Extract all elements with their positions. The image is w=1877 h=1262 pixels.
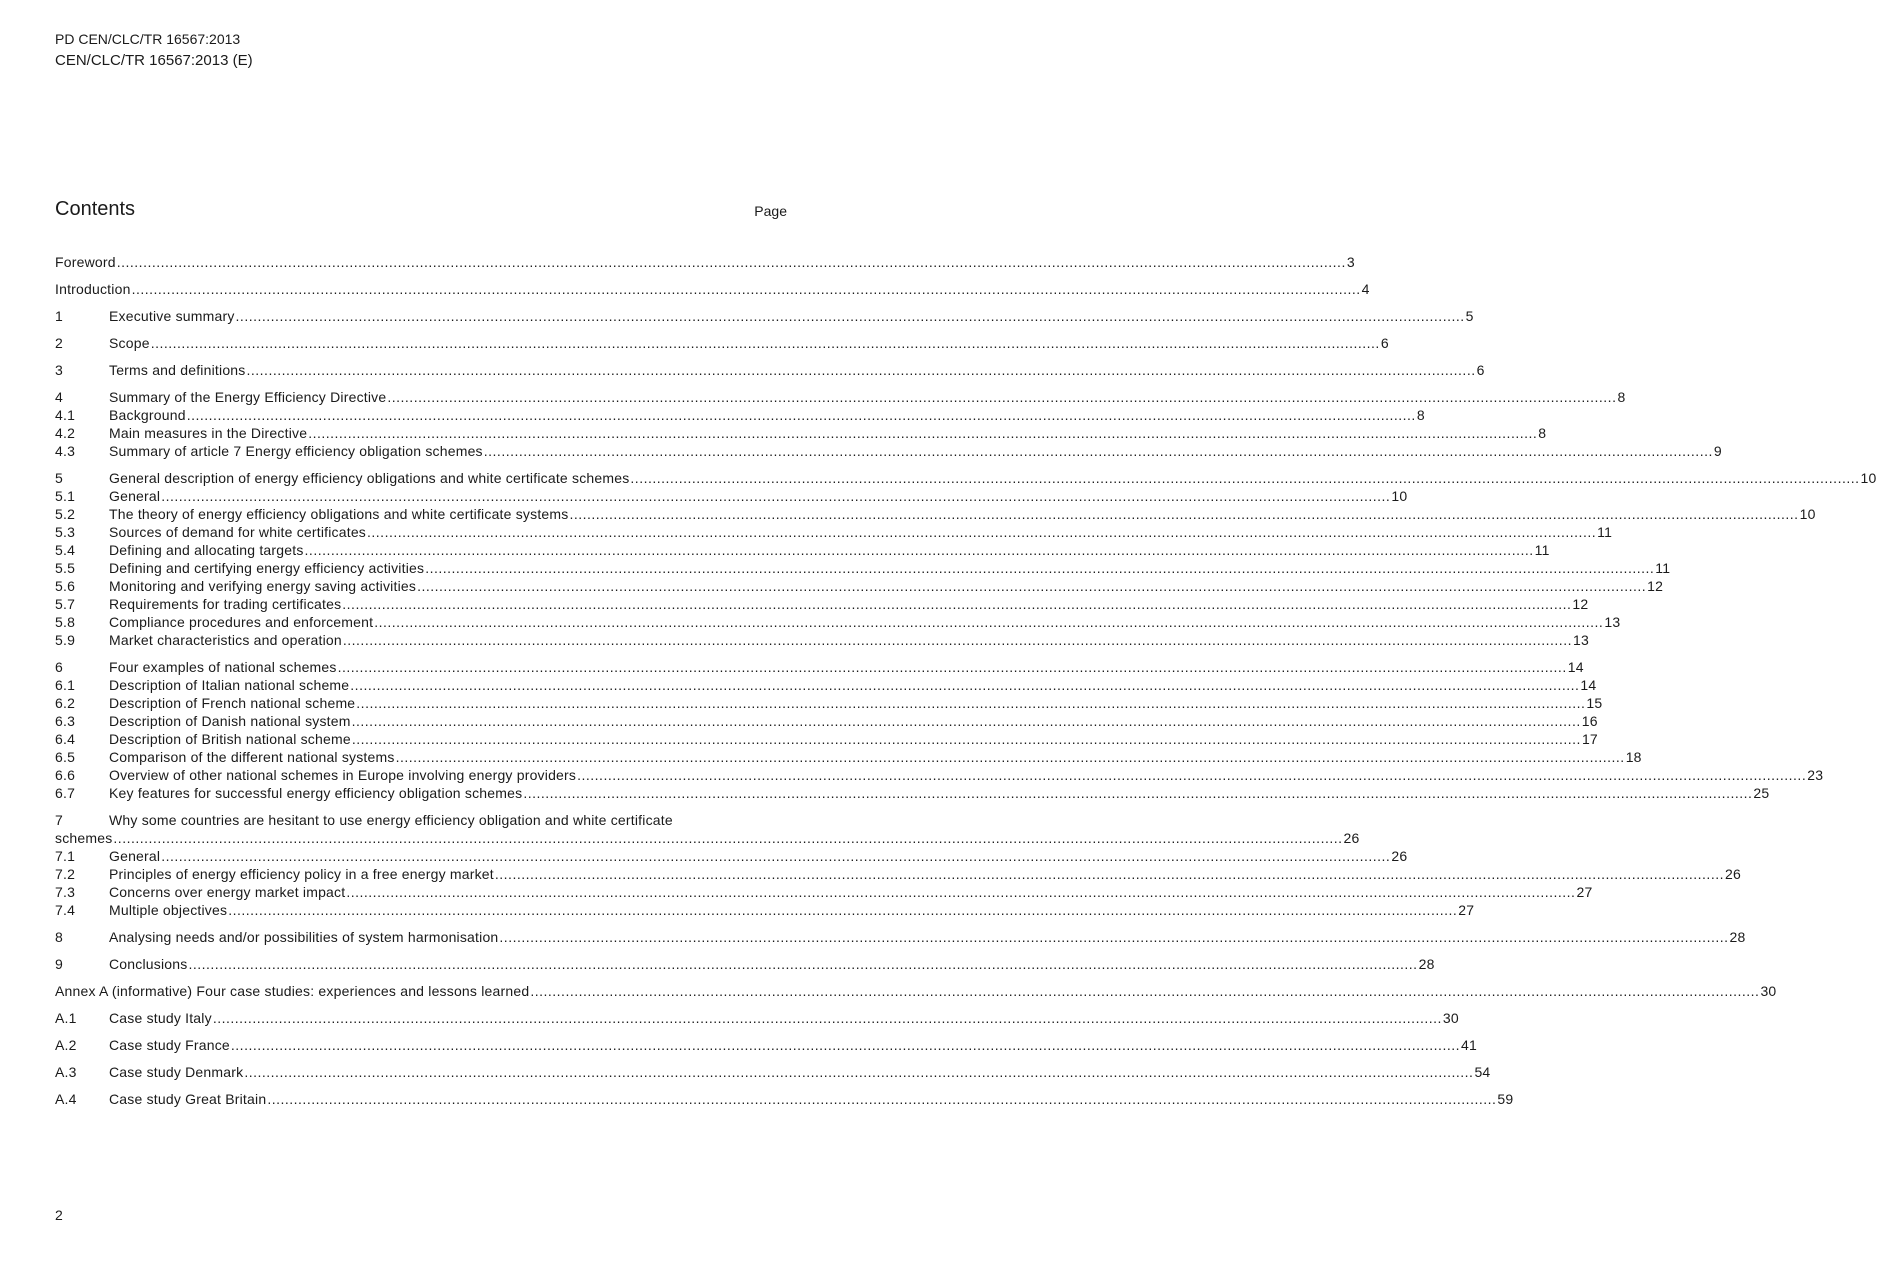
toc-leader-dots [417,578,1646,594]
toc-entry-page: 15 [1586,695,1603,711]
toc-entry-number: 5.5 [55,560,76,576]
toc-entry-title: Summary of the Energy Efficiency Directive [109,389,387,405]
toc-leader-dots [308,425,1537,441]
toc-entry-page: 13 [1572,632,1589,648]
toc-entry-title: Executive summary [109,308,235,324]
toc-entry-title: Why some countries are hesitant to use energy efficiency obligation and white certificate [109,812,673,828]
toc-entry[interactable] [55,695,1603,713]
toc-entry-title: The theory of energy efficiency obligations and white certificate systems [109,506,569,522]
toc-entry-page: 12 [1647,578,1664,594]
toc-entry-title: Defining and certifying energy efficiency activities [109,560,425,576]
toc-entry[interactable] [55,1037,1477,1055]
toc-entry-page: 16 [1581,713,1598,729]
toc-entry[interactable] [55,713,1598,731]
toc-entry[interactable] [55,983,1777,1001]
toc-entry[interactable] [55,1091,1514,1109]
toc-entry-title: Main measures in the Directive [109,425,308,441]
toc-entry-page: 13 [1604,614,1621,630]
toc-leader-dots [374,614,1603,630]
toc-entry-number: 6.3 [55,713,76,729]
toc-entry-number: 6.1 [55,677,76,693]
toc-entry-title: Introduction [55,281,131,297]
toc-entry-number: 4.3 [55,443,76,459]
toc-entry-page: 27 [1458,902,1475,918]
toc-entry-page: 11 [1597,524,1613,540]
toc-leader-dots [484,443,1713,459]
toc-leader-dots [350,677,1579,693]
toc-entry[interactable] [55,632,1589,650]
toc-entry-page: 9 [1713,443,1722,459]
toc-leader-dots [367,524,1596,540]
toc-entry-number: 7.1 [55,848,76,864]
toc-entry-page: 54 [1474,1064,1491,1080]
toc-entry-page: 11 [1534,542,1550,558]
toc-entry-title: Scope [109,335,150,351]
toc-entry[interactable] [55,731,1598,749]
toc-entry-page: 12 [1572,596,1589,612]
toc-entry-title: Terms and definitions [109,362,246,378]
toc-entry-title: Description of French national scheme [109,695,356,711]
toc-leader-dots [161,488,1390,504]
toc-entry-number: A.3 [55,1064,77,1080]
toc-entry-title: Summary of article 7 Energy efficiency obligation schemes [109,443,483,459]
toc-entry-page: 28 [1418,956,1435,972]
toc-entry-page: 30 [1442,1010,1459,1026]
toc-entry-number: 6.5 [55,749,76,765]
toc-entry-number: 5.9 [55,632,76,648]
toc-leader-dots [338,659,1567,675]
document-id-header: PD CEN/CLC/TR 16567:2013 [55,31,241,47]
toc-leader-dots [343,632,1572,648]
toc-entry-number: 7 [55,812,63,828]
toc-leader-dots [342,596,1571,612]
toc-entry-number: 5.1 [55,488,76,504]
toc-entry-title: Sources of demand for white certificates [109,524,367,540]
toc-leader-dots [247,362,1476,378]
toc-leader-dots [523,785,1752,801]
toc-entry[interactable] [55,470,1877,488]
toc-leader-dots [244,1064,1473,1080]
toc-entry-title: Case study Italy [109,1010,212,1026]
toc-entry-number: 4.1 [55,407,76,423]
toc-entry-title: Principles of energy efficiency policy in a free energy market [109,866,494,882]
toc-leader-dots [356,695,1585,711]
toc-entry-title: Requirements for trading certificates [109,596,342,612]
contents-heading: Contents [55,198,136,220]
toc-section-2 [55,848,1777,1109]
toc-entry[interactable] [55,1010,1459,1028]
toc-leader-dots [630,470,1859,486]
toc-entry[interactable] [55,884,1593,902]
toc-entry-number: 6 [55,659,63,675]
toc-entry-number: 9 [55,956,63,972]
toc-entry[interactable] [55,749,1642,767]
toc-entry-number: 6.4 [55,731,76,747]
toc-entry-page: 4 [1361,281,1370,297]
toc-leader-dots [530,983,1759,999]
toc-entry-title: Compliance procedures and enforcement [109,614,374,630]
toc-entry[interactable] [55,659,1584,677]
toc-entry-title: Concerns over energy market impact [109,884,346,900]
toc-entry-title: Analysing needs and/or possibilities of system harmonisation [109,929,499,945]
toc-entry-page: 14 [1580,677,1597,693]
toc-leader-dots [187,407,1416,423]
toc-entry-page: 27 [1576,884,1593,900]
table-of-contents [55,254,1877,1109]
toc-entry-page: 30 [1760,983,1777,999]
toc-entry-number: A.4 [55,1091,77,1107]
toc-entry-number: 6.6 [55,767,76,783]
page-number: 2 [55,1207,63,1223]
toc-entry-number: 3 [55,362,63,378]
toc-leader-dots [495,866,1724,882]
toc-entry-page: 59 [1497,1091,1514,1107]
toc-entry[interactable] [55,254,1355,272]
toc-entry[interactable] [55,767,1824,785]
toc-entry-title: Comparison of the different national systems [109,749,395,765]
toc-entry[interactable] [55,542,1550,560]
toc-leader-dots [213,1010,1442,1026]
toc-leader-dots [236,308,1465,324]
toc-entry-title: General description of energy efficiency obligations and white certificate schemes [109,470,630,486]
toc-entry-title: General [109,488,161,504]
toc-entry-page: 10 [1391,488,1408,504]
toc-entry-title: Case study Great Britain [109,1091,267,1107]
toc-entry-title: Case study Denmark [109,1064,244,1080]
toc-entry[interactable] [55,578,1664,596]
toc-entry-title: Background [109,407,186,423]
toc-entry-number: 2 [55,335,63,351]
toc-entry-title-continuation: schemes [55,830,113,846]
toc-entry-page: 10 [1799,506,1816,522]
toc-entry-number: 4.2 [55,425,76,441]
toc-entry-page: 8 [1416,407,1425,423]
toc-entry-page: 26 [1391,848,1408,864]
toc-entry-title: Defining and allocating targets [109,542,304,558]
toc-leader-dots [577,767,1806,783]
toc-entry-number: A.2 [55,1037,77,1053]
toc-entry-title: Foreword [55,254,116,270]
toc-entry-number: 6.7 [55,785,76,801]
toc-entry[interactable] [55,362,1485,380]
toc-entry-number: 7.3 [55,884,76,900]
toc-entry-title: Description of British national scheme [109,731,351,747]
toc-entry-title: Conclusions [109,956,188,972]
toc-entry-page: 26 [1725,866,1741,882]
toc-leader-dots [161,848,1390,864]
toc-entry-page: 5 [1465,308,1474,324]
toc-entry[interactable] [55,407,1425,425]
toc-entry-page: 10 [1860,470,1877,486]
toc-entry[interactable] [55,902,1475,920]
toc-entry-page: 14 [1567,659,1584,675]
toc-leader-dots [113,830,1342,846]
toc-leader-dots [352,713,1581,729]
toc-entry-page: 41 [1461,1037,1477,1053]
toc-entry-page: 8 [1538,425,1547,441]
toc-entry[interactable] [55,488,1408,506]
toc-entry-number: 5.6 [55,578,76,594]
toc-entry-page: 18 [1625,749,1642,765]
toc-entry-title: Multiple objectives [109,902,228,918]
toc-entry[interactable] [55,956,1435,974]
toc-entry-page: 3 [1346,254,1355,270]
toc-entry-number: 7.4 [55,902,76,918]
document-id-subheader: CEN/CLC/TR 16567:2013 (E) [55,52,253,69]
toc-entry[interactable] [55,308,1474,326]
toc-entry-wrapped-continuation[interactable] [55,830,1360,848]
toc-leader-dots [267,1091,1496,1107]
toc-leader-dots [228,902,1457,918]
toc-leader-dots [151,335,1380,351]
toc-entry-number: 5 [55,470,63,486]
toc-entry-title: Case study France [109,1037,230,1053]
toc-entry-page: 11 [1655,560,1671,576]
toc-entry[interactable] [55,524,1613,542]
toc-leader-dots [132,281,1361,297]
toc-entry-number: 8 [55,929,63,945]
toc-entry-number: 1 [55,308,63,324]
toc-entry-page: 26 [1343,830,1360,846]
toc-entry-number: 5.2 [55,506,76,522]
toc-entry-wrapped[interactable] [55,812,787,830]
toc-entry-title: Overview of other national schemes in Europe involving energy providers [109,767,577,783]
toc-entry-title: Key features for successful energy efficiency obligation schemes [109,785,523,801]
toc-entry-page: 6 [1380,335,1389,351]
toc-entry-page: 25 [1753,785,1770,801]
toc-entry-number: 6.2 [55,695,76,711]
toc-entry[interactable] [55,506,1816,524]
toc-entry[interactable] [55,560,1671,578]
toc-entry-page: 28 [1729,929,1746,945]
toc-entry[interactable] [55,281,1370,299]
toc-entry[interactable] [55,1064,1491,1082]
toc-entry[interactable] [55,677,1597,695]
toc-entry-title: Market characteristics and operation [109,632,342,648]
page-column-label: Page [754,203,787,219]
toc-entry-number: 5.7 [55,596,76,612]
toc-entry[interactable] [55,614,1621,632]
toc-entry[interactable] [55,848,1408,866]
toc-entry[interactable] [55,596,1589,614]
toc-entry-page: 23 [1807,767,1824,783]
toc-entry-number: A.1 [55,1010,77,1026]
toc-entry-number: 5.4 [55,542,76,558]
toc-entry-title: Description of Italian national scheme [109,677,350,693]
toc-leader-dots [352,731,1581,747]
toc-entry-number: 5.8 [55,614,76,630]
toc-leader-dots [117,254,1346,270]
toc-entry[interactable] [55,866,1741,884]
toc-entry-title: Monitoring and verifying energy saving activities [109,578,417,594]
toc-entry-title: Four examples of national schemes [109,659,337,675]
toc-leader-dots [425,560,1654,576]
toc-entry-page: 17 [1581,731,1598,747]
toc-entry-title: Description of Danish national system [109,713,351,729]
toc-entry[interactable] [55,389,1626,407]
toc-entry[interactable] [55,443,1722,461]
toc-entry[interactable] [55,335,1389,353]
toc-section-1 [55,254,1877,803]
toc-entry-page: 8 [1617,389,1626,405]
toc-leader-dots [305,542,1534,558]
toc-entry-number: 7.2 [55,866,76,882]
toc-leader-dots [569,506,1798,522]
toc-leader-dots [396,749,1625,765]
toc-entry-page: 6 [1476,362,1485,378]
toc-entry[interactable] [55,785,1770,803]
toc-entry[interactable] [55,425,1547,443]
toc-entry-number: 5.3 [55,524,76,540]
toc-leader-dots [499,929,1728,945]
toc-entry-title: Annex A (informative) Four case studies: experiences and lessons learned [55,983,530,999]
toc-entry[interactable] [55,929,1746,947]
toc-leader-dots [231,1037,1460,1053]
toc-leader-dots [346,884,1575,900]
toc-leader-dots [387,389,1616,405]
toc-entry-number: 4 [55,389,63,405]
toc-entry-title: General [109,848,161,864]
toc-leader-dots [188,956,1417,972]
